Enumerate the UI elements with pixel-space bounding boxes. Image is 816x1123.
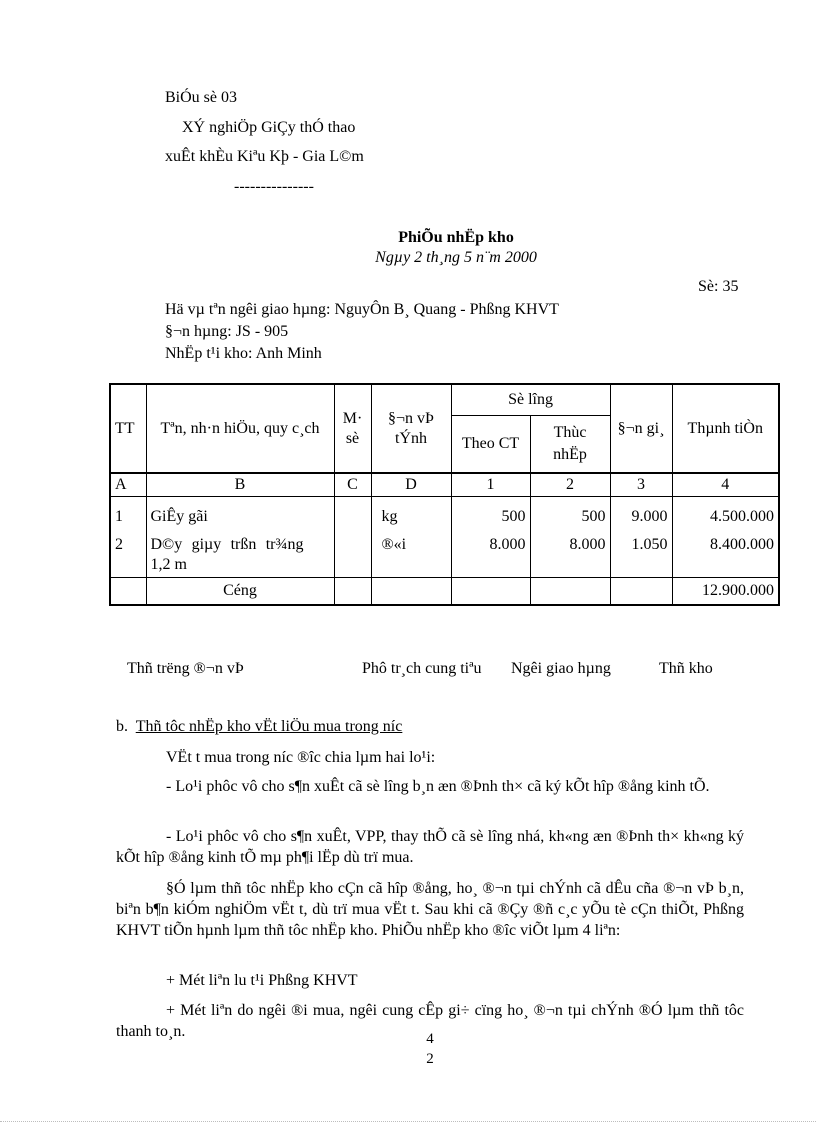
code-cell: D <box>371 473 451 497</box>
row-qty-doc: 500 <box>451 497 530 528</box>
signature-head: Thñ trëng ®¬n vÞ <box>127 660 244 677</box>
section-title: Thñ tôc nhËp kho vËt liÖu mua trong níc <box>135 718 403 735</box>
header-unit: §¬n vÞ tÝnh <box>371 384 451 473</box>
slip-date: Ngµy 2 th¸ng 5 n¨m 2000 <box>375 249 537 266</box>
page-number: 4 <box>426 1031 434 1047</box>
code-cell: C <box>334 473 371 497</box>
row-code <box>334 527 371 578</box>
section-heading <box>116 717 402 737</box>
page-bottom-rule <box>0 1121 816 1122</box>
row-qty-doc: 8.000 <box>451 527 530 578</box>
form-number: BiÓu sè 03 <box>165 89 237 106</box>
deliverer-line: Hä vµ tªn ngêi giao hµng: NguyÔn B¸ Quang - Phßng KHVT <box>165 301 559 318</box>
signature-keeper: Thñ kho <box>659 660 713 677</box>
paragraph: + Mét liªn do ngêi ®i mua, ngêi cung cÊp gi÷ cïng ho¸ ®¬n tµi chÝnh ®Ó lµm thñ tôc thanh to¸n. <box>116 1002 744 1040</box>
receipt-table <box>109 383 780 606</box>
header-price: §¬n gi¸ <box>610 384 672 473</box>
table-row <box>110 527 779 578</box>
signature-supply: Phô tr¸ch cung tiªu <box>362 660 482 677</box>
row-code <box>334 497 371 528</box>
code-cell: 4 <box>672 473 779 497</box>
row-name: D©y giµy trßn tr¾ng 1,2 m <box>146 527 334 578</box>
code-cell: A <box>110 473 146 497</box>
order-line: §¬n hµng: JS - 905 <box>165 323 289 340</box>
row-qty-actual: 500 <box>530 497 610 528</box>
company-name-line2: xuÊt khÈu Kiªu Kþ - Gia L©m <box>165 148 364 165</box>
warehouse-line: NhËp t¹i kho: Anh Minh <box>165 345 322 362</box>
row-price: 9.000 <box>610 497 672 528</box>
row-unit: ®«i <box>371 527 451 578</box>
row-tt: 1 <box>110 497 146 528</box>
header-qty-actual: Thùc nhËp <box>530 416 610 474</box>
total-label: Céng <box>146 578 334 606</box>
row-unit: kg <box>371 497 451 528</box>
paragraph: VËt t mua trong níc ®îc chia lµm hai lo¹i: <box>166 749 436 766</box>
code-cell: B <box>146 473 334 497</box>
section-prefix: b. <box>116 718 128 735</box>
row-name: GiÊy gãi <box>146 497 334 528</box>
row-amount: 4.500.000 <box>672 497 779 528</box>
slip-number: Sè: 35 <box>698 278 739 295</box>
code-cell: 3 <box>610 473 672 497</box>
header-tt: TT <box>110 384 146 473</box>
signature-deliverer: Ngêi giao hµng <box>511 660 611 677</box>
header-qty-doc: Theo CT <box>451 416 530 474</box>
header-code: M· sè <box>334 384 371 473</box>
paragraph: + Mét liªn lu t¹i Phßng KHVT <box>166 972 358 989</box>
row-amount: 8.400.000 <box>672 527 779 578</box>
paragraph: - Lo¹i phôc vô cho s¶n xuÊt, VPP, thay thÕ cã sè lîng nhá, kh«ng æn ®Þnh th× kh«ng ký kÕt hîp ®ång kinh tÕ mµ ph¶i lËp dù trï mua. <box>116 828 744 866</box>
row-qty-actual: 8.000 <box>530 527 610 578</box>
page-number-secondary: 2 <box>426 1051 434 1067</box>
company-name-line1: XÝ nghiÖp GiÇy thÓ thao <box>182 119 356 136</box>
header-amount: Thµnh tiÒn <box>672 384 779 473</box>
header-quantity: Sè lîng <box>451 384 610 416</box>
slip-title: PhiÕu nhËp kho <box>398 229 514 246</box>
total-amount: 12.900.000 <box>672 578 779 606</box>
row-price: 1.050 <box>610 527 672 578</box>
table-row <box>110 497 779 528</box>
header-divider: --------------- <box>234 178 314 195</box>
code-cell: 1 <box>451 473 530 497</box>
header-name: Tªn, nh·n hiÖu, quy c¸ch <box>146 384 334 473</box>
row-tt: 2 <box>110 527 146 578</box>
paragraph: - Lo¹i phôc vô cho s¶n xuÊt cã sè lîng b¸n æn ®Þnh th× cã ký kÕt hîp ®ång kinh tÕ. <box>166 778 710 795</box>
paragraph: §Ó lµm thñ tôc nhËp kho cÇn cã hîp ®ång, ho¸ ®¬n tµi chÝnh cã dÊu cña ®¬n vÞ b¸n, biªn b¶n kiÓm nghiÖm vËt t, dù trï mua vËt t. Sau khi cã ®Çy ®ñ c¸c yÕu tè cÇn thiÕt, Phßng KHVT tiÕn hµnh lµm thñ tôc nhËp kho. PhiÕu nhËp kho ®îc viÕt lµm 4 liªn: <box>116 880 744 939</box>
code-cell: 2 <box>530 473 610 497</box>
